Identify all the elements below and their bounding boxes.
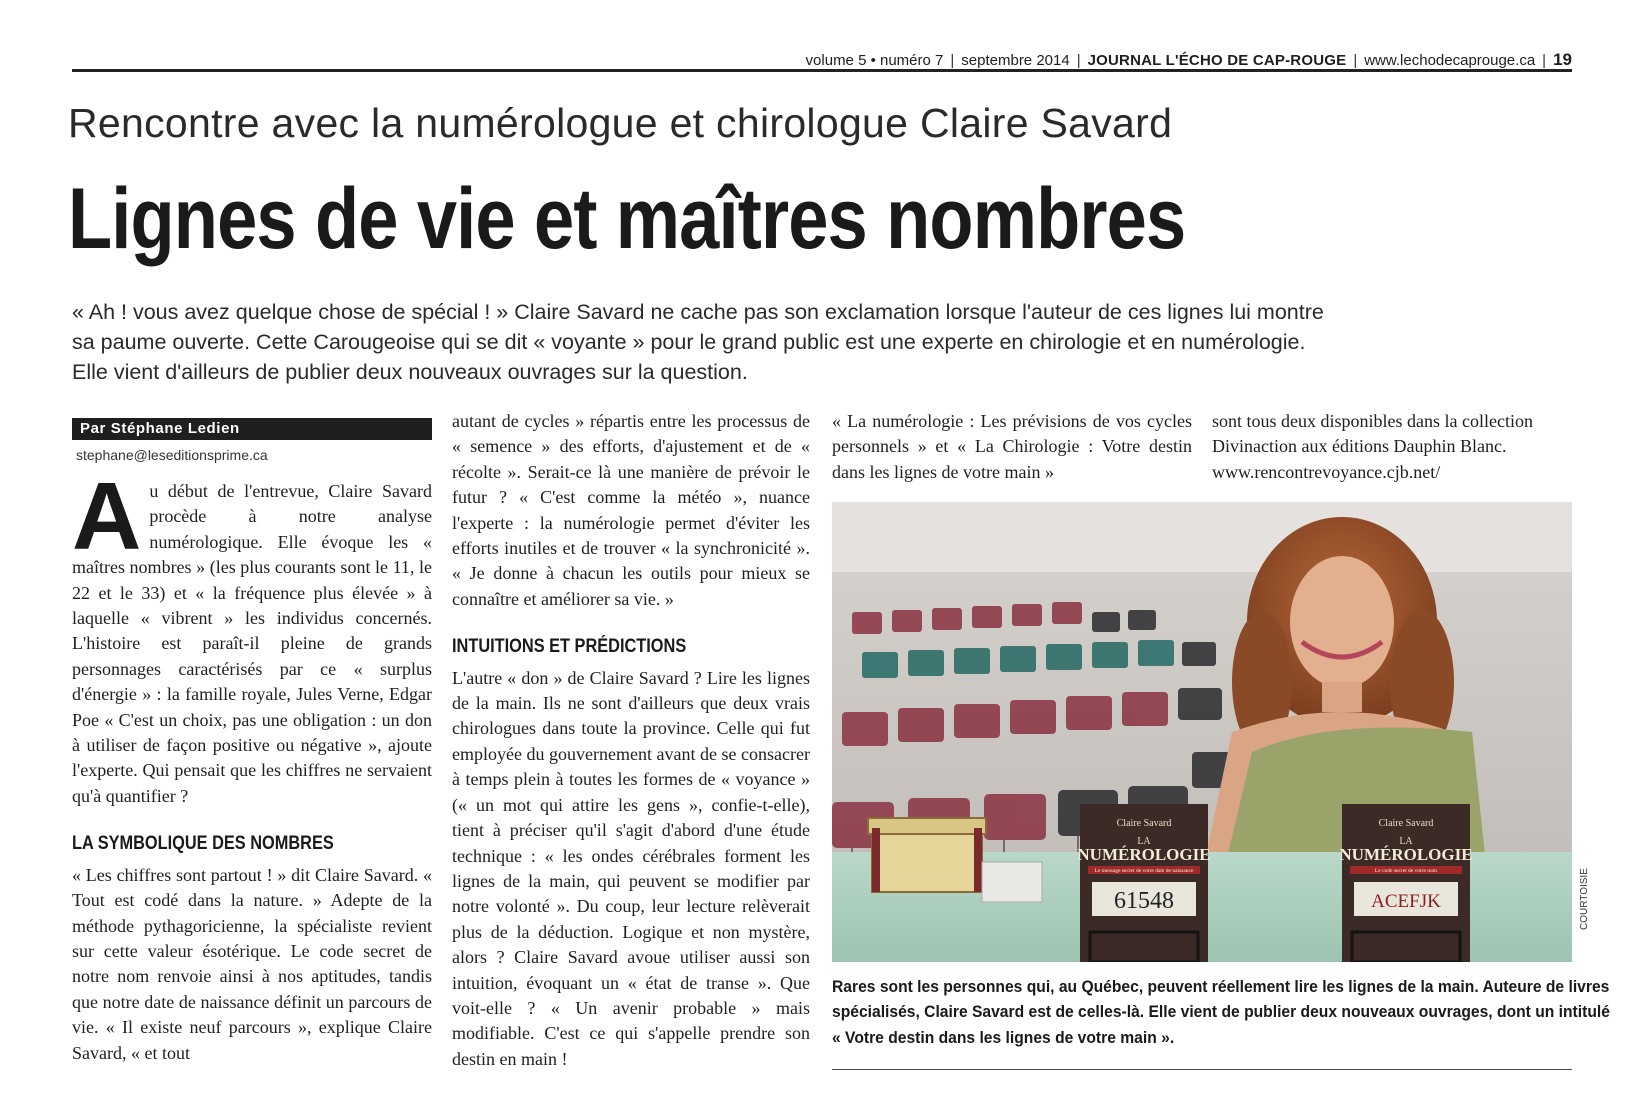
book-cover-numbers: 61548 — [1114, 888, 1174, 914]
journal-name: JOURNAL L'ÉCHO DE CAP-ROUGE — [1087, 52, 1347, 69]
lede-line: « Ah ! vous avez quelque chose de spécial ! » Claire Savard ne cache pas son exclamation lorsque l'auteur de ces lignes lui montre — [72, 300, 1324, 324]
journal-website[interactable]: www.lechodecaprouge.ca — [1364, 52, 1536, 69]
availability-text: sont tous deux disponibles dans la collection Divinaction aux éditions Dauphin Blanc. — [1212, 411, 1533, 457]
book-title-small: LA — [1399, 836, 1413, 847]
intro-text: u début de l'entrevue, Claire Savard procède à notre analyse numérologique. Elle évoque les « maîtres nombres » (les plus courants sont le 11, le 22 et le 33) et « la fréquence plus élevée » à laquelle « vibrent » les individus concernés. L'histoire est paraît-il pleine de grands personnages caractérisés par ce « surplus d'énergie » : la famille royale, Jules Verne, Edgar Poe « C'est un choix, pas une obligation : un don à utiliser de façon positive ou négative », ajoute l'experte. Qui pensait que les chiffres ne servaient qu'à quantifier ? — [72, 481, 432, 806]
book-title: NUMÉROLOGIE — [1077, 845, 1211, 864]
article-lede — [72, 297, 1532, 387]
website-link[interactable]: www.rencontrevoyance.cjb.net/ — [1212, 461, 1441, 482]
subhead-intuitions: INTUITIONS ET PRÉDICTIONS — [452, 636, 687, 658]
subhead-symbolique: LA SYMBOLIQUE DES NOMBRES — [72, 833, 334, 855]
article-column-1 — [72, 463, 432, 1066]
book-subtitle: Le code secret de votre nom — [1374, 868, 1438, 874]
book-subtitle: Le message secret de votre date de naissance — [1094, 868, 1194, 874]
book-author: Claire Savard — [1378, 818, 1434, 829]
page-number: 19 — [1553, 50, 1572, 69]
article-column-2 — [452, 409, 810, 1072]
book-numerologie-right — [1339, 804, 1472, 962]
article-kicker: Rencontre avec la numérologue et chirologue Claire Savard — [68, 100, 1173, 146]
photo-caption — [832, 974, 1610, 1050]
article-column-4 — [1212, 409, 1574, 485]
book-numerologie-left — [1077, 804, 1210, 962]
book-title-small: LA — [1137, 836, 1151, 847]
body-paragraph: L'autre « don » de Claire Savard ? Lire les lignes de la main. Ils ne sont d'ailleurs que deux vrais chirologues dans toute la province. Celle qui fut employée du gouvernement avant de se consacrer à temps plein à toutes les formes de « voyance » (« un mot qui attire les gens », confie-t-elle), tient à préciser qu'il s'agit d'abord d'une étude technique : « les ondes cérébrales forment les lignes de la main, qui peuvent se modifier par notre volonté ». Du coup, leur lecture relèverait plus de la déduction. Logique et non mystère, alors ? Claire Savard avoue utiliser aussi son intuition, évoquant un « état de transe ». Que voit-elle ? « Un avenir probable » mais modifiable. C'est ce qui s'appelle prendre son destin en main ! — [452, 667, 810, 1069]
header-rule — [72, 69, 1572, 72]
article-photo — [832, 502, 1572, 962]
page-header: volume 5 • numéro 7 | septembre 2014 | JOURNAL L'ÉCHO DE CAP-ROUGE | www.lechodecaprouge.ca | 19 — [805, 50, 1572, 69]
lede-line: Elle vient d'ailleurs de publier deux nouveaux ouvrages sur la question. — [72, 360, 748, 384]
book-cover-letters: ACEFJK — [1371, 891, 1441, 912]
photo-illustration — [832, 502, 1572, 962]
caption-line: « Votre destin dans les lignes de votre main ». — [832, 1027, 1175, 1047]
issue-date: septembre 2014 — [961, 52, 1070, 69]
article-column-3 — [832, 409, 1192, 485]
book-author: Claire Savard — [1116, 818, 1172, 829]
book-title: NUMÉROLOGIE — [1339, 845, 1473, 864]
issue-number: volume 5 • numéro 7 — [805, 52, 944, 69]
author-email[interactable]: stephane@leseditionsprime.ca — [76, 447, 268, 463]
article-headline: Lignes de vie et maîtres nombres — [68, 171, 1186, 267]
body-paragraph: « Les chiffres sont partout ! » dit Claire Savard. « Tout est codé dans la nature. » Adepte de la méthode pythagoricienne, la spécialiste revient sur cette valeur ésotérique. Le code secret de notre nom renvoie ainsi à nos aptitudes, tandis que notre date de naissance définit un parcours de vie. « Il existe neuf parcours », explique Claire Savard, « et tout — [72, 864, 432, 1063]
drop-cap: A — [72, 463, 142, 570]
wooden-box — [868, 818, 986, 892]
lede-line: sa paume ouverte. Cette Carougeoise qui se dit « voyante » pour le grand public est une experte en chirologie et en numérologie. — [72, 330, 1306, 354]
caption-rule — [832, 1069, 1572, 1070]
caption-line: spécialisés, Claire Savard est de celles-là. Elle vient de publier deux nouveaux ouvrages, dont un intitulé — [832, 1002, 1610, 1022]
byline: Par Stéphane Ledien — [72, 418, 432, 440]
book-titles: « La numérologie : Les prévisions de vos cycles personnels » et « La Chirologie : Votre destin dans les lignes de votre main » — [832, 411, 1192, 482]
caption-line: Rares sont les personnes qui, au Québec, peuvent réellement lire les lignes de la main. Auteure de livres — [832, 977, 1610, 996]
intro-paragraph — [72, 463, 432, 809]
continuation-paragraph: autant de cycles » répartis entre les processus de « semence » des efforts, d'ajustement et de « récolte ». Serait-ce là une manière de prévoir le futur ? « C'est comme la météo », nuance l'experte : la numérologie permet d'éviter les efforts inutiles et de trouver « la synchronicité ». « Je donne à chacun les outils pour mieux se connaître et améliorer sa vie. » — [452, 411, 810, 609]
photo-credit: COURTOISIE — [1579, 868, 1590, 930]
